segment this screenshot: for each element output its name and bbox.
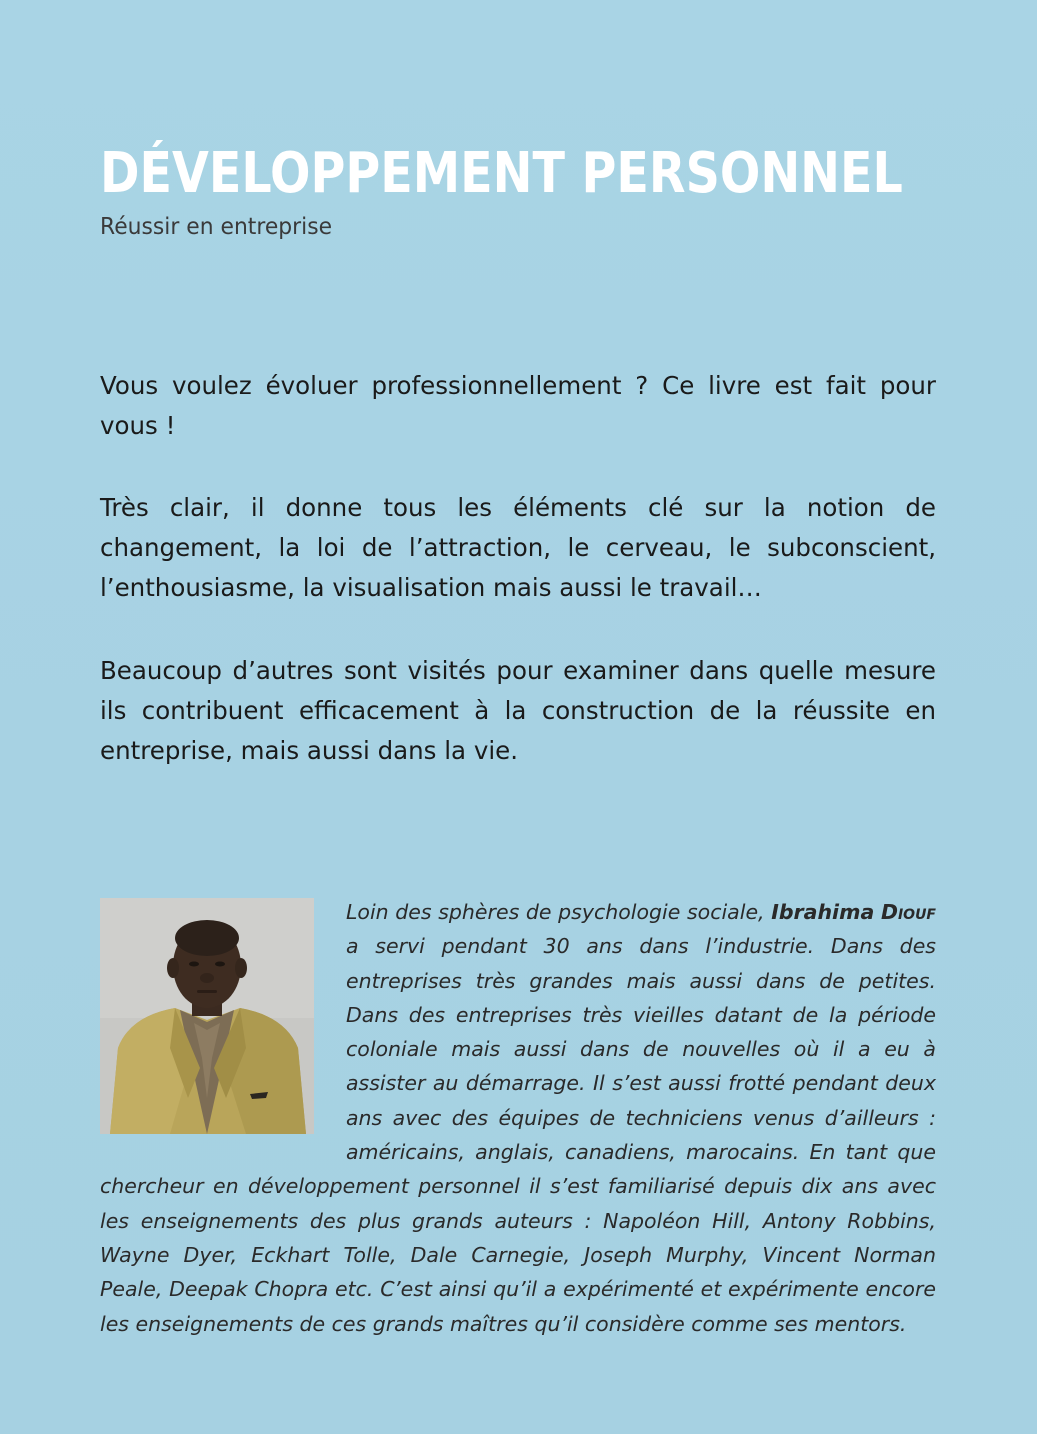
bio-body: a servi pendant 30 ans dans l’industrie. Dans des entreprises très grandes mais aussi dans de petites. Dans des entreprises très vieilles datant de la période coloniale mais aussi dans de nouvelles où il a eu à assister au démarrage. Il s’est aussi frotté pendant deux ans avec des équipes de techniciens venus d’ailleurs : américains, anglais, canadiens, marocains. En tant que chercheur en développement personnel il s’est familiarisé depuis dix ans avec les enseignements des plus grands auteurs : Napoléon Hill, Antony Robbins, Wayne Dyer, Eckhart Tolle, Dale Carnegie, Joseph Murphy, Vincent Norman Peale, Deepak Chopra etc. C’est ainsi qu’il a expérimenté et expérimente encore les enseignements de ces grands maîtres qu’il considère comme ses mentors.	[100, 934, 936, 1336]
pitch-paragraph-2: Très clair, il donne tous les éléments clé sur la notion de changement, la loi de l’attraction, le cerveau, le subconscient, l’enthousiasme, la visualisation mais aussi le travail…	[100, 493, 936, 602]
book-subtitle: Réussir en entreprise	[100, 214, 333, 240]
bio-intro: Loin des sphères de psychologie sociale,	[346, 900, 772, 924]
author-first-name: Ibrahima	[771, 900, 875, 924]
author-last-name: Diouf	[880, 900, 936, 924]
pitch-paragraph-1: Vous voulez évoluer professionnellement ? Ce livre est fait pour vous !	[100, 371, 936, 440]
author-biography	[100, 895, 936, 1341]
photo-wrap-spacer	[100, 895, 346, 1169]
book-title: DÉVELOPPEMENT PERSONNEL	[100, 141, 903, 206]
pitch-paragraph-3: Beaucoup d’autres sont visités pour examiner dans quelle mesure ils contribuent efficacement à la construction de la réussite en entreprise, mais aussi dans la vie.	[100, 656, 936, 765]
